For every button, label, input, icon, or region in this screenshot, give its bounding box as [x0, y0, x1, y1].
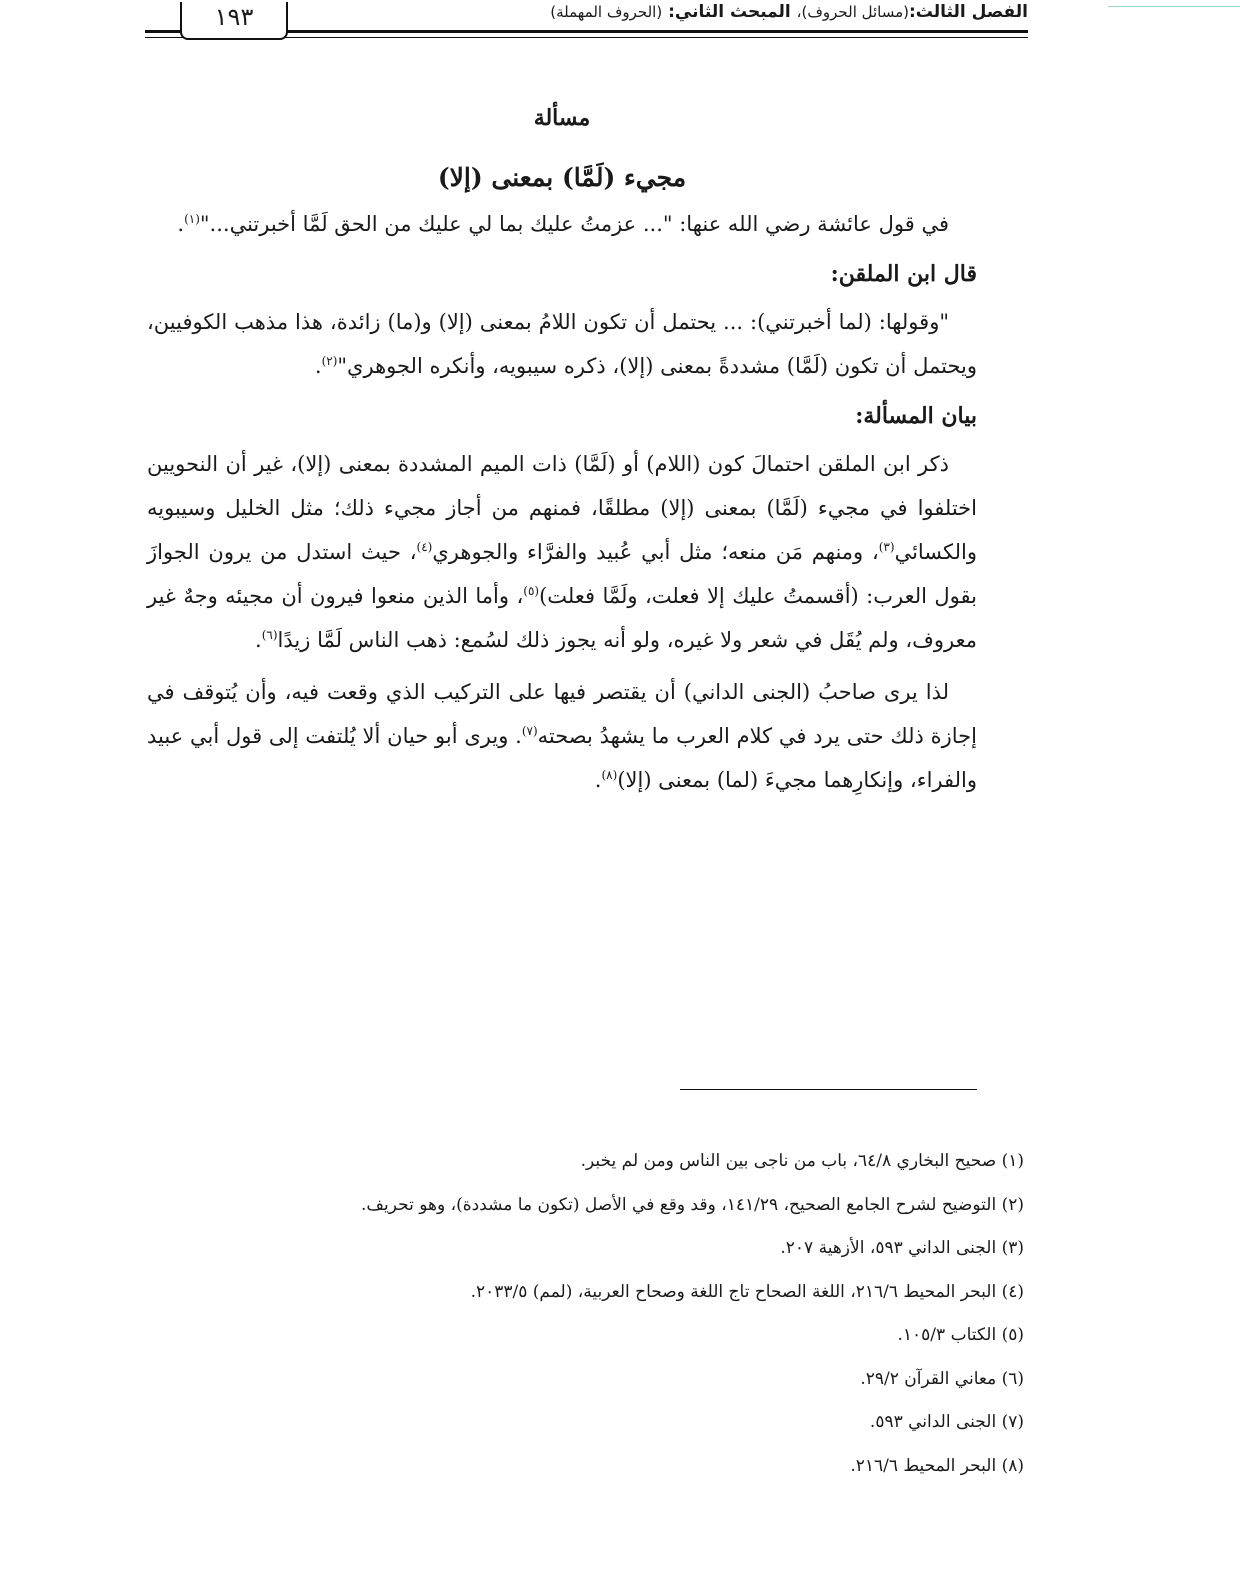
header-chapter-subject: (مسائل الحروف)،	[796, 3, 909, 21]
footnote-ref-1[interactable]: (١)	[184, 212, 200, 226]
quote-text: "وقولها: (لما أخبرتني): ... يحتمل أن تكون اللامُ بمعنى (إلا) و(ما) زائدة، هذا مذهب الكوفيين، ويحتمل أن تكون (لَمَّا) مشددةً بمعنى (إلا)، ذكره سيبويه، وأنكره الجوهري"	[147, 310, 977, 378]
explanation-end: .	[255, 628, 262, 652]
issue-label: مسألة	[533, 105, 591, 131]
explanation-text: . ويرى أبو حيان ألا يُلتفت إلى قول أبي عبيد والفراء، وإنكارِهما مجيءَ (لما) بمعنى (إلا)	[147, 724, 977, 792]
footnote-5: (٥) الكتاب ١٠٥/٣.	[897, 1325, 1024, 1345]
quote-heading: قال ابن الملقن:	[830, 261, 977, 287]
footnote-ref-5[interactable]: (٥)	[523, 584, 540, 598]
footnotes	[147, 1140, 1024, 1488]
footnote-ref-6[interactable]: (٦)	[261, 628, 278, 642]
explanation-heading: بيان المسألة:	[855, 403, 977, 429]
footnote-7: (٧) الجنى الداني ٥٩٣.	[869, 1412, 1024, 1432]
quote-end: .	[314, 354, 322, 378]
footnote-1: (١) صحيح البخاري ٦٤/٨، باب من ناجى بين الناس ومن لم يخبر.	[580, 1151, 1024, 1171]
footnote-ref-3[interactable]: (٣)	[878, 540, 895, 554]
explanation-text: ، حيث استدل من يرون الجوازَ بقول العرب: (أقسمتُ عليك إلا فعلت، ولَمَّا فعلت)	[147, 540, 977, 608]
footnote-ref-4[interactable]: (٤)	[416, 540, 433, 554]
issue-title: مجيء (لَمَّا) بمعنى (إلا)	[437, 163, 687, 192]
explanation-text: لذا يرى صاحبُ (الجنى الداني) أن يقتصر فيها على التركيب الذي وقعت فيه، وأن يُتوقف في إجازة ذلك حتى يرد في كلام العرب ما يشهدُ بصحته	[147, 680, 977, 748]
header-chapter: الفصل الثالث:	[909, 2, 1028, 22]
explanation-end: .	[594, 768, 602, 792]
footnote-ref-8[interactable]: (٨)	[601, 768, 618, 782]
footnote-4: (٤) البحر المحيط ٢١٦/٦، اللغة الصحاح تاج اللغة وصحاح العربية، (لمم) ٢٠٣٣/٥.	[470, 1281, 1024, 1302]
footnote-2: (٢) التوضيح لشرح الجامع الصحيح، ١٤١/٢٩، وقد وقع في الأصل (تكون ما مشددة)، وهو تحريف.	[361, 1194, 1024, 1215]
explanation-text: ذكر ابن الملقن احتمالَ كون (اللام) أو (لَمَّا) ذات الميم المشددة بمعنى (إلا)، غير أن النحويين اختلفوا في مجيء (لَمَّا) بمعنى (إلا) مطلقًا، فمنهم من أجاز مجيء ذلك؛ مثل الخليل وسيبويه والكسائي	[147, 452, 978, 564]
quote-paragraph	[147, 300, 977, 388]
footnote-6: (٦) معاني القرآن ٢٩/٢.	[860, 1368, 1024, 1389]
header-section-subject: (الحروف المهملة)	[550, 3, 663, 21]
intro-end: .	[177, 212, 185, 236]
explanation-paragraph-1	[147, 442, 977, 662]
intro-paragraph	[147, 202, 977, 246]
running-header	[550, 2, 1028, 22]
explanation-paragraph-2	[147, 670, 977, 802]
footnote-ref-2[interactable]: (٢)	[321, 354, 338, 368]
footnote-separator	[680, 1089, 977, 1090]
explanation-text: ، ومنهم مَن منعه؛ مثل أبي عُبيد والفرَّاء والجوهري	[432, 540, 879, 564]
main-content	[147, 98, 977, 810]
footnote-8: (٨) البحر المحيط ٢١٦/٦.	[850, 1455, 1024, 1476]
footnote-ref-7[interactable]: (٧)	[521, 724, 538, 738]
intro-text: في قول عائشة رضي الله عنها: "... عزمتُ عليك بما لي عليك من الحق لَمَّا أخبرتني..."	[199, 212, 949, 236]
header-section: المبحث الثاني:	[668, 2, 791, 22]
footnote-3: (٣) الجنى الداني ٥٩٣، الأزهية ٢٠٧.	[780, 1238, 1024, 1258]
page-number: ١٩٣	[180, 2, 288, 40]
explanation-text: ، وأما الذين منعوا فيرون أن مجيئه وجهٌ غير معروف، ولم يُقَل في شعر ولا غيره، ولو أنه يجوز ذلك لسُمع: ذهب الناس لَمَّا زيدًا	[147, 584, 977, 652]
corner-mark	[1108, 0, 1240, 7]
